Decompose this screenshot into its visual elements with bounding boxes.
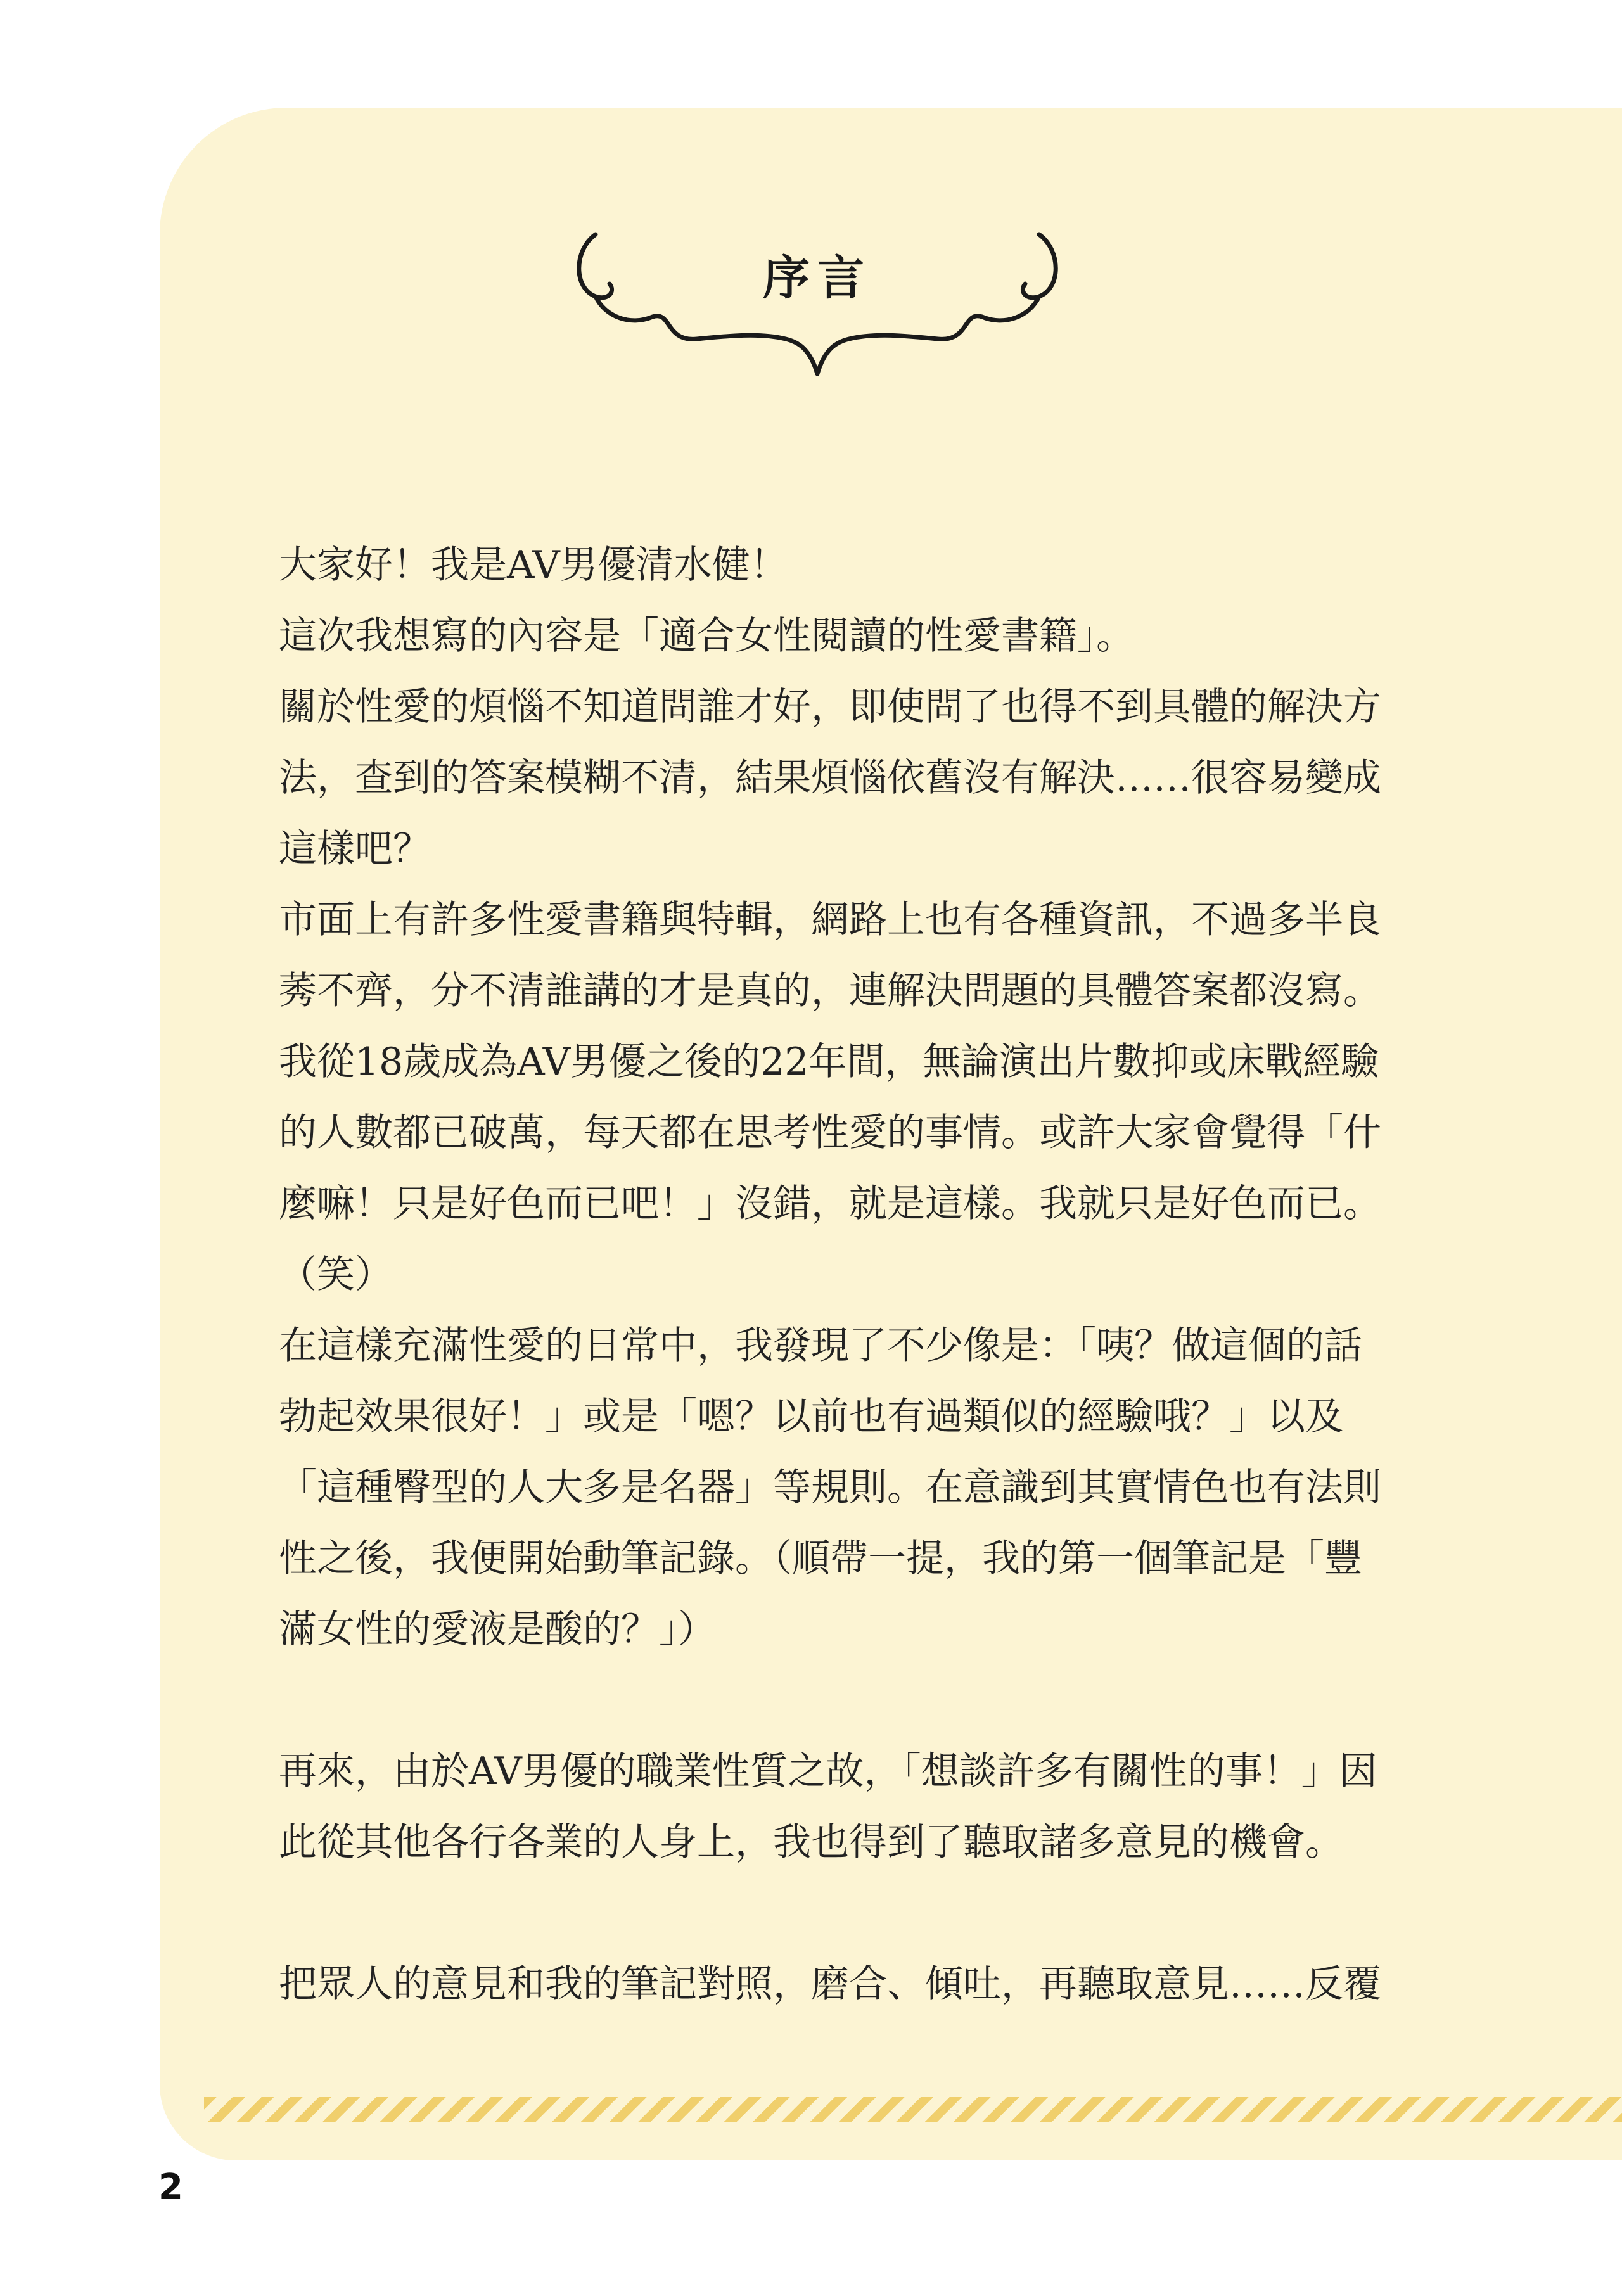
body-text	[279, 530, 1419, 2020]
text-line: 滿女性的愛液是酸的？」）	[279, 1607, 716, 1652]
text-line: 麼嘛！只是好色而已吧！」沒錯，就是這樣。我就只是好色而已。	[279, 1182, 1381, 1226]
text-line: 我從18歲成為AV男優之後的22年間，無論演出片數抑或床戰經驗	[279, 1040, 1379, 1084]
text-line: 此從其他各行各業的人身上，我也得到了聽取諸多意見的機會。	[279, 1820, 1343, 1865]
page-title: 序言	[763, 251, 872, 305]
text-line: 的人數都已破萬，每天都在思考性愛的事情。或許大家會覺得「什	[279, 1111, 1381, 1155]
text-line: 再來，由於AV男優的職業性質之故，「想談許多有關性的事！」因	[279, 1749, 1377, 1794]
text-line: 性之後，我便開始動筆記錄。（順帶一提，我的第一個筆記是「豐	[279, 1536, 1362, 1581]
text-line: 這樣吧？	[279, 827, 431, 871]
text-line: 這次我想寫的內容是「適合女性閱讀的性愛書籍」。	[279, 614, 1134, 658]
text-line: 法，查到的答案模糊不清，結果煩惱依舊沒有解決……很容易變成	[279, 756, 1381, 800]
text-line: 「這種臀型的人大多是名器」等規則。在意識到其實情色也有法則	[279, 1465, 1381, 1510]
paragraph-gap	[279, 1878, 1419, 1949]
text-line: 關於性愛的煩惱不知道問誰才好，即使問了也得不到具體的解決方	[279, 685, 1381, 729]
bottom-stripe-decoration	[204, 2097, 1622, 2122]
text-line: 在這樣充滿性愛的日常中，我發現了不少像是：「咦？做這個的話	[279, 1323, 1362, 1368]
text-line: （笑）	[279, 1253, 393, 1297]
page-number: 2	[158, 2167, 183, 2208]
paragraph-gap	[279, 1665, 1419, 1736]
text-line: 市面上有許多性愛書籍與特輯，網路上也有各種資訊，不過多半良	[279, 898, 1381, 942]
text-line: 勃起效果很好！」或是「嗯？以前也有過類似的經驗哦？」以及	[279, 1394, 1343, 1439]
text-line: 大家好！我是AV男優清水健！	[279, 543, 788, 587]
title-frame	[570, 222, 1064, 386]
text-line: 莠不齊，分不清誰講的才是真的，連解決問題的具體答案都沒寫。	[279, 969, 1381, 1013]
text-line: 把眾人的意見和我的筆記對照，磨合、傾吐，再聽取意見……反覆	[279, 1962, 1381, 2006]
